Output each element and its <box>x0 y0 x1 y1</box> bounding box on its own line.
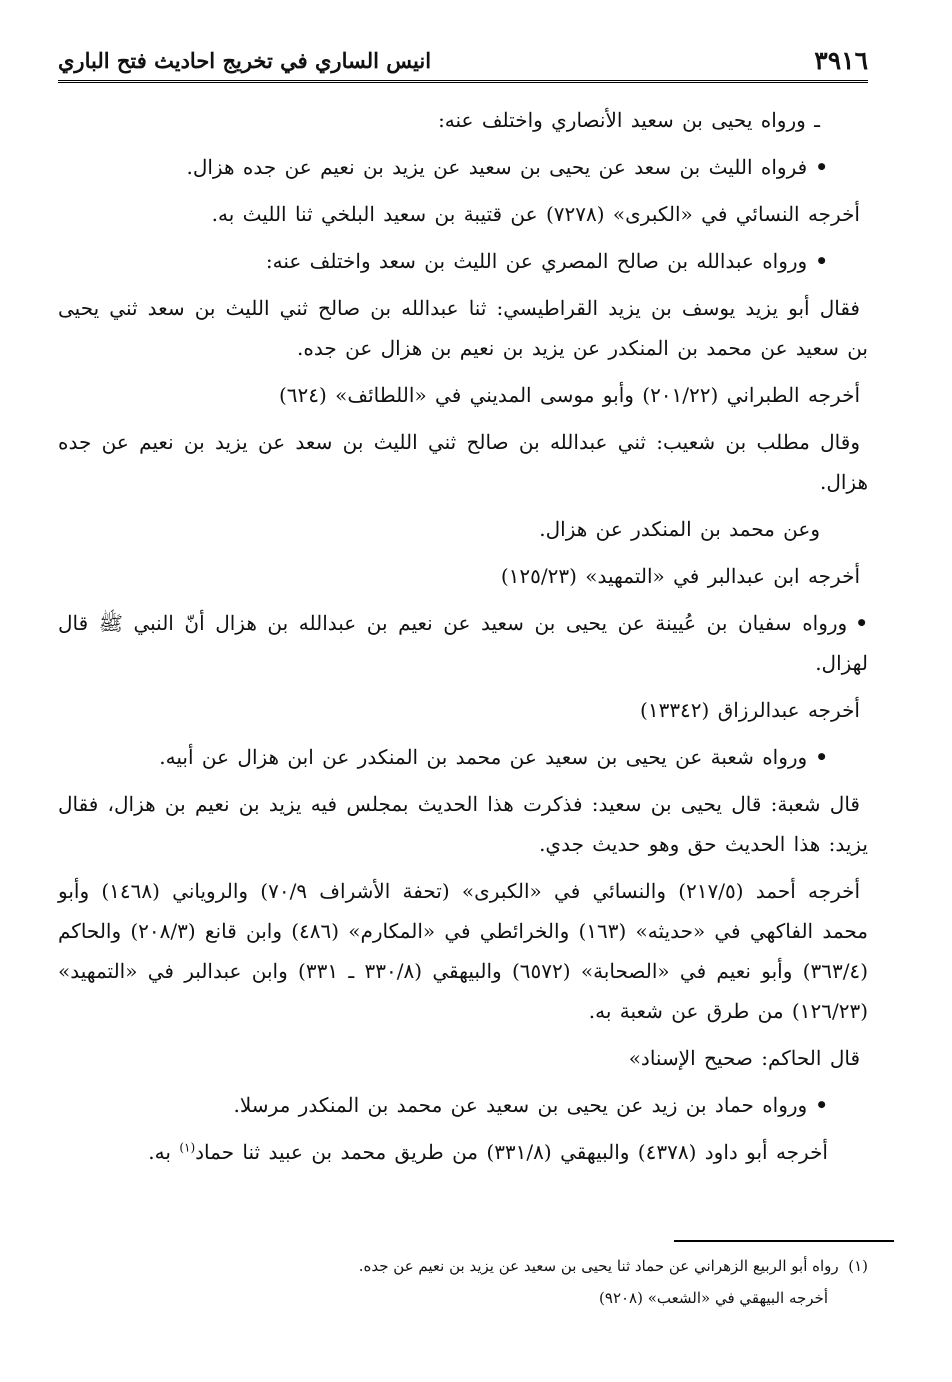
paragraph <box>58 241 868 281</box>
paragraph <box>58 737 868 777</box>
paragraph <box>58 690 868 730</box>
footnote <box>58 1282 868 1314</box>
footnote-text: رواه أبو الربيع الزهراني عن حماد ثنا يحيى بن سعيد عن يزيد بن نعيم عن جده. <box>358 1257 839 1275</box>
bullet-marker: • <box>855 611 869 635</box>
paragraph-text: فقال أبو يزيد يوسف بن يزيد القراطيسي: ثنا عبدالله بن صالح ثني الليث بن سعد ثني يحيى بن سعيد عن محمد بن المنكدر عن يزيد بن نعيم بن هزال عن جده. <box>58 296 868 360</box>
paragraph-text: أخرجه عبدالرزاق (١٣٣٤٢) <box>640 698 860 722</box>
paragraph <box>58 422 868 502</box>
paragraph-text: ورواه عبدالله بن صالح المصري عن الليث بن سعد واختلف عنه: <box>265 249 808 273</box>
page-header <box>58 40 868 83</box>
paragraph <box>58 603 868 683</box>
paragraph-text: أخرجه أحمد (٢١٧/٥) والنسائي في «الكبرى» (تحفة الأشراف ٧٠/٩) والروياني (١٤٦٨) وأبو محمد الفاكهي في «حديثه» (١٦٣) والخرائطي في «المكارم» (٤٨٦) وابن قانع (٢٠٨/٣) والحاكم (٣٦٣/٤) وأبو نعيم في «الصحابة» (٦٥٧٢) والبيهقي (٣٣٠/٨ ـ ٣٣١) وابن عبدالبر في «التمهيد» (١٢٦/٢٣) من طرق عن شعبة به. <box>58 879 868 1023</box>
paragraph <box>58 288 868 368</box>
page-number: ٣٩١٦ <box>814 45 868 75</box>
bullet-marker: • <box>815 249 828 273</box>
paragraph-text: ورواه شعبة عن يحيى بن سعيد عن محمد بن المنكدر عن ابن هزال عن أبيه. <box>159 745 808 769</box>
bullet-marker: • <box>815 1093 828 1117</box>
paragraph-text-end: به. <box>148 1140 180 1164</box>
paragraph <box>58 147 868 187</box>
paragraph <box>58 509 868 549</box>
paragraph-text: ورواه سفيان بن عُيينة عن يحيى بن سعيد عن نعيم بن عبدالله بن هزال أنّ النبي ﷺ قال لهزال. <box>58 611 868 675</box>
footnote-number: (١) <box>848 1257 868 1275</box>
paragraph-text: أخرجه أبو داود (٤٣٧٨) والبيهقي (٣٣١/٨) من طريق محمد بن عبيد ثنا حماد <box>195 1140 828 1164</box>
paragraph-text: أخرجه الطبراني (٢٠١/٢٢) وأبو موسى المديني في «اللطائف» (٦٢٤) <box>278 383 860 407</box>
paragraph <box>58 784 868 864</box>
footnote <box>58 1250 868 1282</box>
paragraph <box>58 194 868 234</box>
footnote-reference[interactable]: (١) <box>179 1140 196 1155</box>
paragraph-text: قال الحاكم: صحيح الإسناد» <box>628 1046 860 1070</box>
running-title: انيس الساري في تخريج احاديث فتح الباري <box>58 47 432 73</box>
paragraph <box>58 100 868 140</box>
footnote-text: أخرجه البيهقي في «الشعب» (٩٢٠٨) <box>599 1289 828 1307</box>
paragraph-text: وعن محمد بن المنكدر عن هزال. <box>539 517 820 541</box>
paragraph-text: ورواه حماد بن زيد عن يحيى بن سعيد عن محمد بن المنكدر مرسلا. <box>233 1093 808 1117</box>
paragraph-text: وقال مطلب بن شعيب: ثني عبدالله بن صالح ثني الليث بن سعد عن يزيد بن نعيم عن جده هزال. <box>58 430 868 494</box>
paragraph <box>58 1038 868 1078</box>
paragraph <box>58 871 868 1031</box>
paragraph-text: ـ ورواه يحيى بن سعيد الأنصاري واختلف عنه: <box>438 108 820 132</box>
footnote-divider <box>674 1240 894 1242</box>
paragraph-with-footnote-ref <box>58 1132 868 1172</box>
paragraph-text: أخرجه ابن عبدالبر في «التمهيد» (١٢٥/٢٣) <box>500 564 860 588</box>
main-text <box>58 100 868 1179</box>
paragraph-text: قال شعبة: قال يحيى بن سعيد: فذكرت هذا الحديث بمجلس فيه يزيد بن نعيم بن هزال، فقال يزيد: هذا الحديث حق وهو حديث جدي. <box>58 792 868 856</box>
paragraph <box>58 556 868 596</box>
footnotes <box>58 1250 868 1314</box>
paragraph-text: فرواه الليث بن سعد عن يحيى بن سعيد عن يزيد بن نعيم عن جده هزال. <box>186 155 808 179</box>
paragraph-text: أخرجه النسائي في «الكبرى» (٧٢٧٨) عن قتيبة بن سعيد البلخي ثنا الليث به. <box>211 202 860 226</box>
bullet-marker: • <box>815 155 828 179</box>
paragraph <box>58 1085 868 1125</box>
bullet-marker: • <box>815 745 828 769</box>
paragraph <box>58 375 868 415</box>
